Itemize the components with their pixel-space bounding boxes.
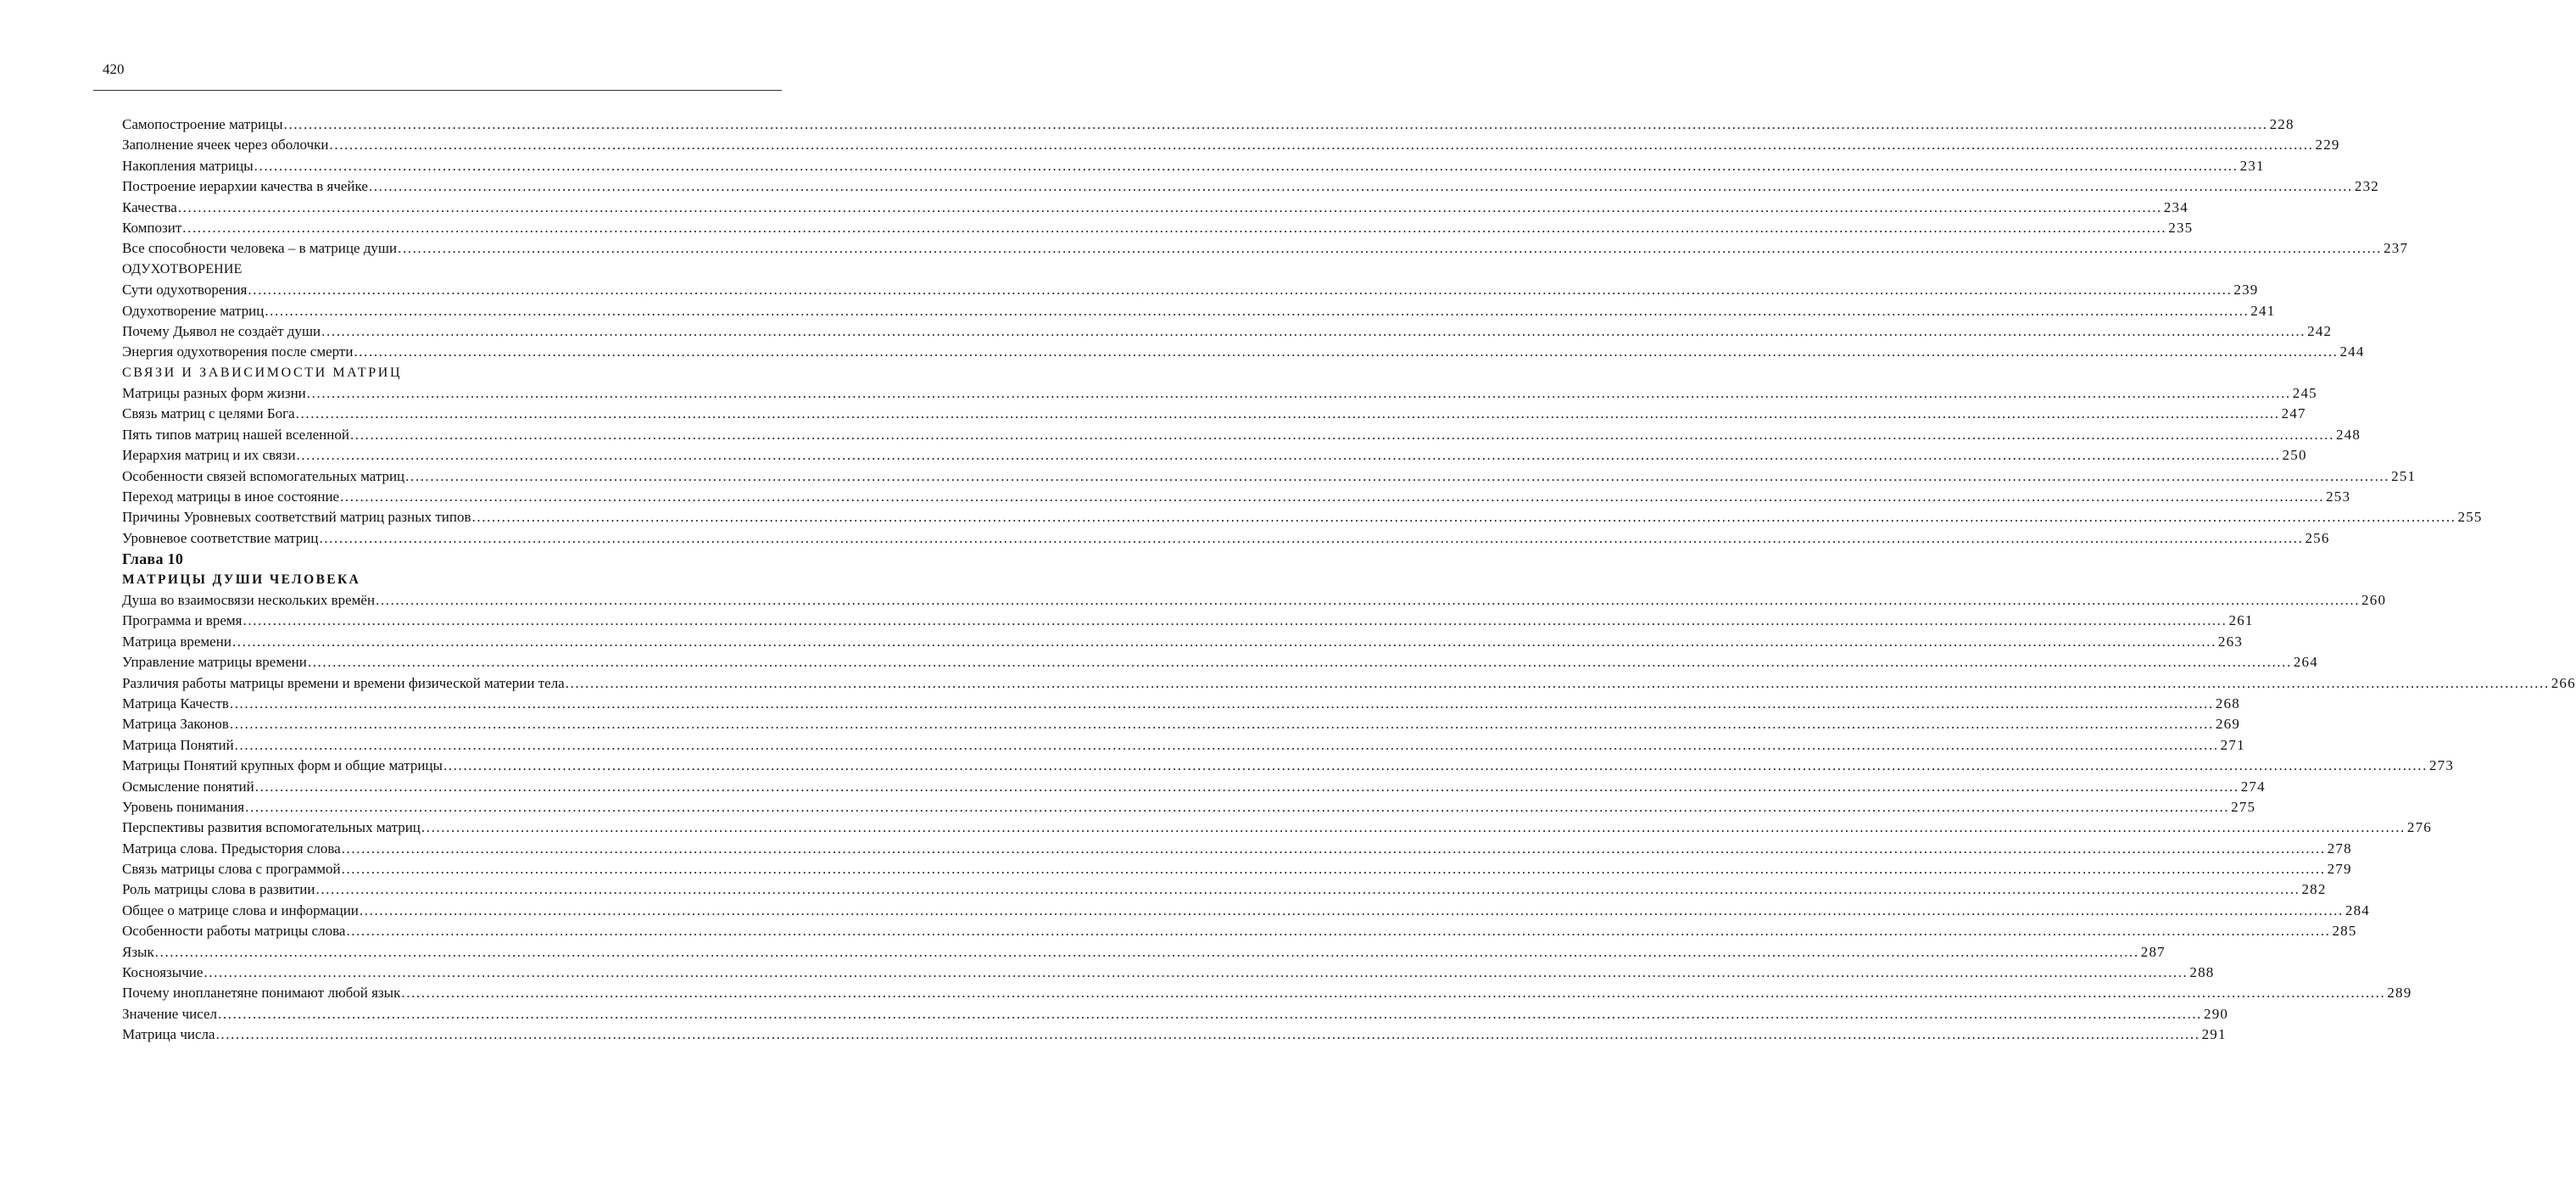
toc-entry — [122, 487, 2351, 507]
toc-entry-page: 275 — [2231, 798, 2256, 815]
toc-entry-page: 256 — [2305, 529, 2330, 546]
toc-entry — [122, 942, 2166, 963]
dot-leader: ................................................................................................................................................................................................................................................................................................................................................................................................................ — [401, 985, 2386, 1002]
dot-leader: ................................................................................................................................................................................................................................................................................................................................................................................................................ — [218, 1005, 2202, 1022]
dot-leader: ................................................................................................................................................................................................................................................................................................................................................................................................................ — [306, 385, 2291, 402]
toc-entry — [122, 528, 2330, 549]
dot-leader: ................................................................................................................................................................................................................................................................................................................................................................................................................ — [346, 923, 2331, 940]
toc-entry-page: 245 — [2292, 385, 2317, 402]
toc-entry — [122, 218, 2194, 238]
toc-entry-page: 271 — [2220, 736, 2245, 753]
toc-entry — [122, 963, 2215, 983]
toc-entry-title: Композит — [122, 219, 182, 236]
toc-entry — [122, 859, 2352, 879]
toc-entry-title: Душа во взаимосвязи нескольких времён — [122, 591, 376, 608]
toc-entry-title: Причины Уровневых соответствий матриц разных типов — [122, 509, 471, 526]
dot-leader: ................................................................................................................................................................................................................................................................................................................................................................................................................ — [421, 819, 2406, 836]
toc-entry-title: Матрица числа — [122, 1026, 215, 1043]
toc-entry-title: Переход матрицы в иное состояние — [122, 488, 340, 505]
dot-leader: ................................................................................................................................................................................................................................................................................................................................................................................................................ — [321, 322, 2306, 339]
toc-entry-title: Одухотворение матриц — [122, 302, 265, 319]
toc-entry — [122, 611, 2254, 631]
toc-entry-title: Программа и время — [122, 612, 243, 629]
toc-entry-title: Почему Дьявол не создаёт души — [122, 322, 321, 339]
toc-entry-page: 255 — [2457, 509, 2483, 526]
toc-entry-title: Уровень понимания — [122, 798, 245, 815]
toc-entry — [122, 694, 2240, 714]
dot-leader: ................................................................................................................................................................................................................................................................................................................................................................................................................ — [565, 674, 2550, 691]
toc-entry-title: Язык — [122, 943, 154, 960]
toc-entry-title: Значение чисел — [122, 1005, 217, 1022]
toc-entry-title: Почему инопланетяне понимают любой язык — [122, 985, 401, 1002]
toc-entry — [122, 321, 2333, 342]
toc-entry — [122, 879, 2327, 900]
toc-entry — [122, 983, 2412, 1003]
dot-leader: ................................................................................................................................................................................................................................................................................................................................................................................................................ — [254, 157, 2239, 174]
dot-leader: ................................................................................................................................................................................................................................................................................................................................................................................................................ — [229, 695, 2214, 712]
toc-entry — [122, 632, 2244, 652]
toc-entry — [122, 797, 2256, 818]
toc-entry-page: 248 — [2335, 426, 2361, 443]
toc-entry-page: 284 — [2345, 901, 2370, 918]
toc-entry-title: Особенности связей вспомогательных матриц — [122, 467, 405, 484]
toc-entry-page: 234 — [2163, 198, 2188, 215]
toc-entry-page: 288 — [2189, 964, 2215, 981]
toc-entry-title: Накопления матрицы — [122, 157, 254, 174]
toc-entry-page: 244 — [2339, 343, 2365, 360]
toc-entry-page: 264 — [2293, 654, 2318, 671]
toc-entry-page: 232 — [2354, 178, 2379, 195]
toc-entry-title: Энергия одухотворения после смерти — [122, 343, 354, 360]
toc-entry — [122, 507, 2483, 527]
dot-leader: ................................................................................................................................................................................................................................................................................................................................................................................................................ — [182, 219, 2167, 236]
toc-entry-page: 287 — [2140, 943, 2166, 960]
dot-leader: ................................................................................................................................................................................................................................................................................................................................................................................................................ — [295, 405, 2280, 422]
toc-entry-page: 229 — [2315, 137, 2340, 153]
toc-entry-page: 274 — [2240, 778, 2266, 795]
toc-entry-page: 241 — [2250, 302, 2276, 319]
toc-entry-title: Связь матрицы слова с программой — [122, 861, 341, 878]
toc-entry-page: 289 — [2387, 985, 2412, 1002]
toc-entry — [122, 135, 2340, 155]
toc-entry-title: Различия работы матрицы времени и времени физической материи тела — [122, 674, 565, 691]
toc-entry-page: 278 — [2327, 840, 2352, 857]
dot-leader: ................................................................................................................................................................................................................................................................................................................................................................................................................ — [229, 716, 2214, 733]
toc-entry-title: Матрица Качеств — [122, 695, 229, 712]
toc-entry-title: Матрица Понятий — [122, 736, 234, 753]
toc-entry-page: 228 — [2269, 116, 2294, 132]
dot-leader: ................................................................................................................................................................................................................................................................................................................................................................................................................ — [376, 591, 2361, 608]
toc-entry — [122, 901, 2370, 921]
toc-entry — [122, 114, 2294, 135]
toc-entry-page: 237 — [2384, 240, 2409, 257]
toc-entry-title: Построение иерархии качества в ячейке — [122, 178, 368, 195]
dot-leader: ................................................................................................................................................................................................................................................................................................................................................................................................................ — [248, 282, 2233, 299]
toc-entry — [122, 714, 2241, 734]
toc-entry — [122, 735, 2245, 756]
dot-leader: ................................................................................................................................................................................................................................................................................................................................................................................................................ — [368, 178, 2353, 195]
toc-entry-title: Уровневое соответствие матриц — [122, 529, 319, 546]
toc-entry-title: Общее о матрице слова и информации — [122, 901, 359, 918]
dot-leader: ................................................................................................................................................................................................................................................................................................................................................................................................................ — [307, 654, 2292, 671]
toc-entry-title: Качества — [122, 198, 177, 215]
toc-entry-page: 269 — [2215, 716, 2241, 733]
table-of-contents — [122, 114, 2576, 1046]
toc-entry-title: Осмысление понятий — [122, 778, 254, 795]
toc-entry-title: Все способности человека – в матрице души — [122, 240, 398, 257]
toc-entry — [122, 777, 2266, 797]
toc-entry-title: Матрицы разных форм жизни — [122, 385, 306, 402]
toc-entry-page: 239 — [2233, 282, 2259, 299]
toc-entry — [122, 156, 2265, 176]
dot-leader: ................................................................................................................................................................................................................................................................................................................................................................................................................ — [231, 633, 2216, 650]
toc-entry-page: 266 — [2551, 674, 2576, 691]
toc-entry-page: 279 — [2327, 861, 2352, 878]
toc-entry-page: 253 — [2326, 488, 2351, 505]
dot-leader: ................................................................................................................................................................................................................................................................................................................................................................................................................ — [329, 137, 2314, 153]
toc-entry — [122, 238, 2409, 259]
dot-leader: ................................................................................................................................................................................................................................................................................................................................................................................................................ — [315, 881, 2300, 898]
dot-leader: ................................................................................................................................................................................................................................................................................................................................................................................................................ — [204, 964, 2188, 981]
toc-entry-page: 276 — [2406, 819, 2433, 836]
toc-entry-page: 242 — [2307, 322, 2333, 339]
dot-leader: ................................................................................................................................................................................................................................................................................................................................................................................................................ — [265, 302, 2250, 319]
toc-entry — [122, 445, 2307, 466]
toc-entry-page: 273 — [2428, 757, 2455, 774]
dot-leader: ................................................................................................................................................................................................................................................................................................................................................................................................................ — [471, 509, 2456, 526]
dot-leader: ................................................................................................................................................................................................................................................................................................................................................................................................................ — [443, 757, 2428, 774]
toc-entry-title: Роль матрицы слова в развитии — [122, 881, 315, 898]
dot-leader: ................................................................................................................................................................................................................................................................................................................................................................................................................ — [283, 116, 2268, 132]
toc-entry-page: 263 — [2217, 633, 2244, 650]
toc-entry — [122, 590, 2387, 611]
toc-entry-title: Матрица Законов — [122, 716, 229, 733]
dot-leader: ................................................................................................................................................................................................................................................................................................................................................................................................................ — [215, 1026, 2200, 1043]
toc-entry — [122, 342, 2365, 362]
dot-leader: ................................................................................................................................................................................................................................................................................................................................................................................................................ — [296, 447, 2281, 464]
toc-entry-page: 282 — [2301, 881, 2327, 898]
toc-entry-title: Заполнение ячеек через оболочки — [122, 137, 329, 153]
toc-entry-title: Матрица времени — [122, 633, 231, 650]
toc-entry-page: 261 — [2228, 612, 2254, 629]
toc-entry-title: Особенности работы матрицы слова — [122, 923, 346, 940]
toc-entry-title: Пять типов матриц нашей вселенной — [122, 426, 349, 443]
dot-leader: ................................................................................................................................................................................................................................................................................................................................................................................................................ — [349, 426, 2334, 443]
toc-entry-page: 291 — [2201, 1026, 2227, 1043]
toc-entry-title: Сути одухотворения — [122, 282, 248, 299]
dot-leader: ................................................................................................................................................................................................................................................................................................................................................................................................................ — [354, 343, 2339, 360]
dot-leader: ................................................................................................................................................................................................................................................................................................................................................................................................................ — [319, 529, 2304, 546]
dot-leader: ................................................................................................................................................................................................................................................................................................................................................................................................................ — [254, 778, 2239, 795]
toc-entry-title: Управление матрицы времени — [122, 654, 307, 671]
toc-entry — [122, 921, 2357, 941]
toc-entry — [122, 652, 2318, 673]
toc-chapter-label: Глава 10 — [122, 550, 184, 568]
toc-entry-page: 260 — [2361, 591, 2387, 608]
toc-entry — [122, 404, 2306, 424]
toc-entry-page: 231 — [2239, 157, 2265, 174]
toc-entry-page: 247 — [2281, 405, 2306, 422]
toc-entry — [122, 756, 2455, 776]
dot-leader: ................................................................................................................................................................................................................................................................................................................................................................................................................ — [340, 488, 2325, 505]
toc-entry — [122, 1024, 2227, 1045]
dot-leader: ................................................................................................................................................................................................................................................................................................................................................................................................................ — [341, 861, 2326, 878]
toc-entry-title: Матрицы Понятий крупных форм и общие матрицы — [122, 757, 443, 774]
toc-section-heading: СВЯЗИ И ЗАВИСИМОСТИ МАТРИЦ — [122, 365, 403, 380]
dot-leader: ................................................................................................................................................................................................................................................................................................................................................................................................................ — [234, 736, 2219, 753]
toc-entry — [122, 818, 2433, 838]
header-rule — [93, 90, 782, 91]
dot-leader: ................................................................................................................................................................................................................................................................................................................................................................................................................ — [359, 901, 2344, 918]
toc-entry — [122, 839, 2352, 859]
toc-entry — [122, 425, 2361, 445]
toc-entry-title: Иерархия матриц и их связи — [122, 447, 296, 464]
toc-entry-page: 235 — [2168, 219, 2194, 236]
toc-entry — [122, 198, 2188, 218]
toc-entry-title: Перспективы развития вспомогательных матриц — [122, 819, 421, 836]
toc-chapter-title: МАТРИЦЫ ДУШИ ЧЕЛОВЕКА — [122, 572, 361, 587]
toc-entry-title: Связь матриц с целями Бога — [122, 405, 295, 422]
toc-entry-title: Матрица слова. Предыстория слова — [122, 840, 341, 857]
toc-entry-page: 285 — [2332, 923, 2357, 940]
toc-entry — [122, 383, 2317, 404]
dot-leader: ................................................................................................................................................................................................................................................................................................................................................................................................................ — [398, 240, 2383, 257]
toc-entry — [122, 673, 2576, 694]
toc-entry — [122, 280, 2259, 300]
toc-entry — [122, 466, 2417, 487]
toc-entry — [122, 176, 2379, 197]
toc-entry-title: Косноязычие — [122, 964, 204, 981]
toc-entry-page: 290 — [2204, 1005, 2229, 1022]
dot-leader: ................................................................................................................................................................................................................................................................................................................................................................................................................ — [177, 198, 2162, 215]
page-number: 420 — [103, 61, 125, 77]
dot-leader: ................................................................................................................................................................................................................................................................................................................................................................................................................ — [405, 467, 2390, 484]
toc-entry-page: 250 — [2282, 447, 2307, 464]
toc-entry-title: Самопостроение матрицы — [122, 116, 283, 132]
toc-entry — [122, 1004, 2229, 1024]
toc-entry-page: 268 — [2215, 695, 2240, 712]
dot-leader: ................................................................................................................................................................................................................................................................................................................................................................................................................ — [245, 798, 2230, 815]
dot-leader: ................................................................................................................................................................................................................................................................................................................................................................................................................ — [341, 840, 2326, 857]
toc-entry-page: 251 — [2391, 467, 2417, 484]
toc-entry — [122, 301, 2276, 321]
toc-section-heading: ОДУХОТВОРЕНИЕ — [122, 261, 243, 276]
dot-leader: ................................................................................................................................................................................................................................................................................................................................................................................................................ — [154, 943, 2139, 960]
dot-leader: ................................................................................................................................................................................................................................................................................................................................................................................................................ — [243, 612, 2228, 629]
